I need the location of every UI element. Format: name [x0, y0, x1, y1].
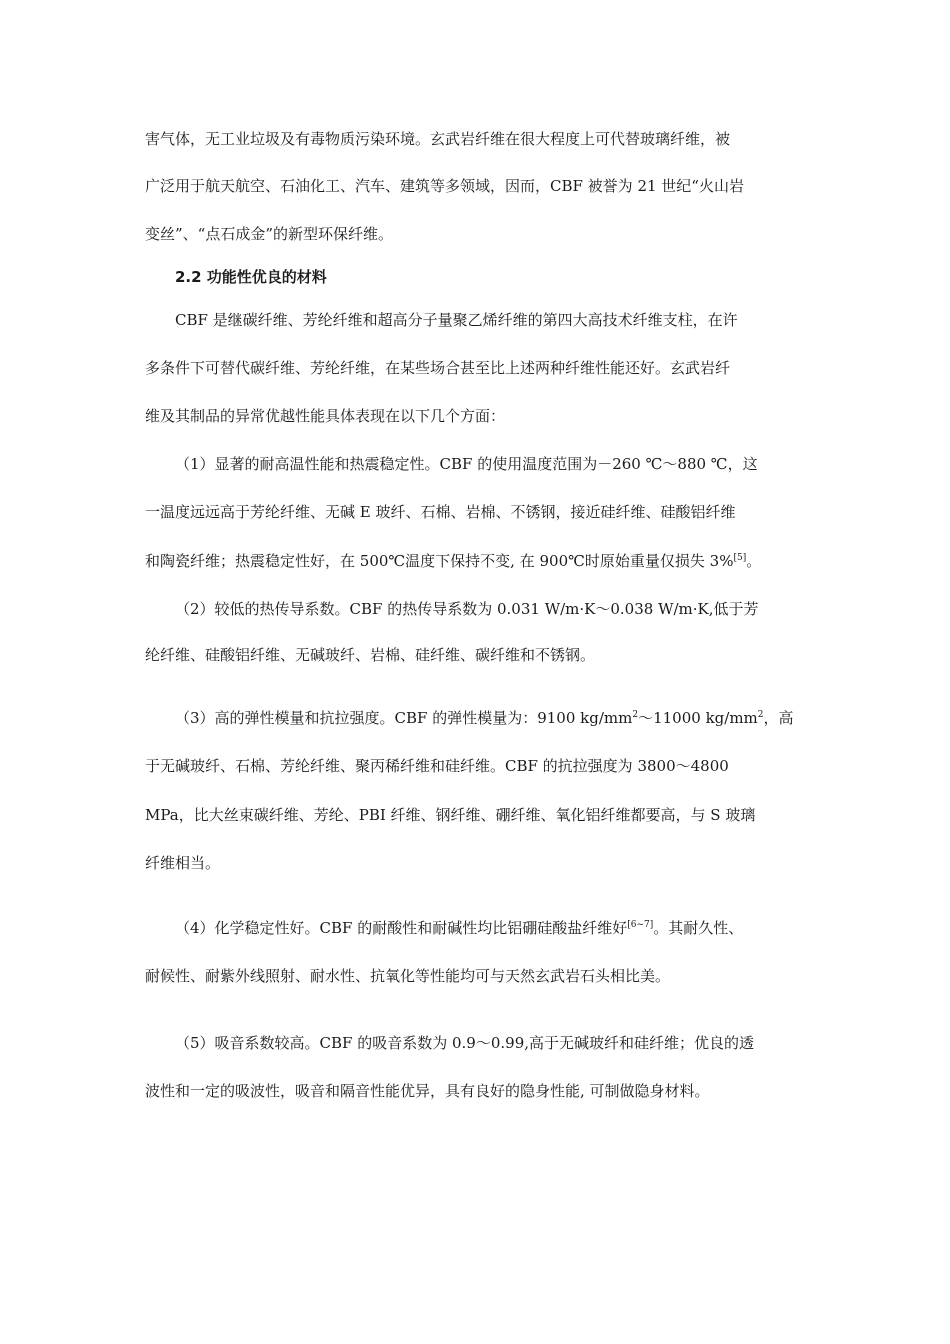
section-para-line-2: 多条件下可替代碳纤维、芳纶纤维，在某些场合甚至比上述两种纤维性能还好。玄武岩纤: [145, 359, 731, 377]
item-5-line-2: 波性和一定的吸波性，吸音和隔音性能优异，具有良好的隐身性能, 可制做隐身材料。: [145, 1082, 710, 1100]
section-heading: 2.2 功能性优良的材料: [175, 268, 327, 286]
superscript-2b: 2: [757, 710, 764, 720]
item-4-line-1-a: （4）化学稳定性好。CBF 的耐酸性和耐碱性均比铝硼硅酸盐纤维好: [175, 919, 628, 937]
reference-5: [5]: [733, 553, 747, 563]
intro-line-3: 变丝”、“点石成金”的新型环保纤维。: [145, 225, 394, 243]
item-3-line-1-a: （3）高的弹性模量和抗拉强度。CBF 的弹性模量为：9100 kg/mm: [175, 709, 633, 727]
item-3-line-1-b: ～11000 kg/mm: [638, 709, 758, 727]
reference-6-7: [6~7]: [627, 920, 654, 930]
item-1-line-3-text: 和陶瓷纤维；热震稳定性好，在 500℃温度下保持不变, 在 900℃时原始重量仅损失 3%: [145, 552, 734, 570]
intro-line-2: 广泛用于航天航空、石油化工、汽车、建筑等多领域，因而，CBF 被誉为 21 世纪“火山岩: [145, 177, 744, 195]
superscript-2a: 2: [632, 710, 639, 720]
item-4-line-2: 耐候性、耐紫外线照射、耐水性、抗氧化等性能均可与天然玄武岩石头相比美。: [145, 967, 671, 985]
section-para-line-3: 维及其制品的异常优越性能具体表现在以下几个方面：: [145, 407, 506, 425]
item-2-line-2: 纶纤维、硅酸铝纤维、无碱玻纤、岩棉、硅纤维、碳纤维和不锈钢。: [145, 646, 596, 664]
section-para-line-1: CBF 是继碳纤维、芳纶纤维和超高分子量聚乙烯纤维的第四大高技术纤维支柱，在许: [175, 311, 738, 329]
item-3-line-2: 于无碱玻纤、石棉、芳纶纤维、聚丙稀纤维和硅纤维。CBF 的抗拉强度为 3800～4800: [145, 757, 729, 775]
item-4-line-1: [175, 918, 805, 938]
item-3-line-4: 纤维相当。: [145, 854, 221, 872]
item-3-line-3: MPa，比大丝束碳纤维、芳纶、PBI 纤维、钢纤维、硼纤维、氧化铝纤维都要高，与 S 玻璃: [145, 806, 756, 824]
item-5-line-1: （5）吸音系数较高。CBF 的吸音系数为 0.9～0.99,高于无碱玻纤和硅纤维；优良的透: [175, 1034, 755, 1052]
item-3-line-1-c: ，高: [763, 709, 794, 727]
item-3-line-1: [175, 708, 805, 728]
item-1-line-2: 一温度远远高于芳纶纤维、无碱 E 玻纤、石棉、岩棉、不锈钢，接近硅纤维、硅酸铝纤维: [145, 503, 736, 521]
item-1-line-1: （1）显著的耐高温性能和热震稳定性。CBF 的使用温度范围为－260 ℃～880 ℃，这: [175, 455, 758, 473]
item-4-line-1-b: 。其耐久性、: [653, 919, 744, 937]
item-2-line-1: （2）较低的热传导系数。CBF 的热传导系数为 0.031 W/m·K～0.038 W/m·K,低于芳: [175, 600, 759, 618]
intro-line-1: 害气体，无工业垃圾及有毒物质污染环境。玄武岩纤维在很大程度上可代替玻璃纤维，被: [145, 130, 731, 148]
item-1-line-3-end: 。: [746, 552, 762, 570]
item-1-line-3: [145, 551, 805, 571]
